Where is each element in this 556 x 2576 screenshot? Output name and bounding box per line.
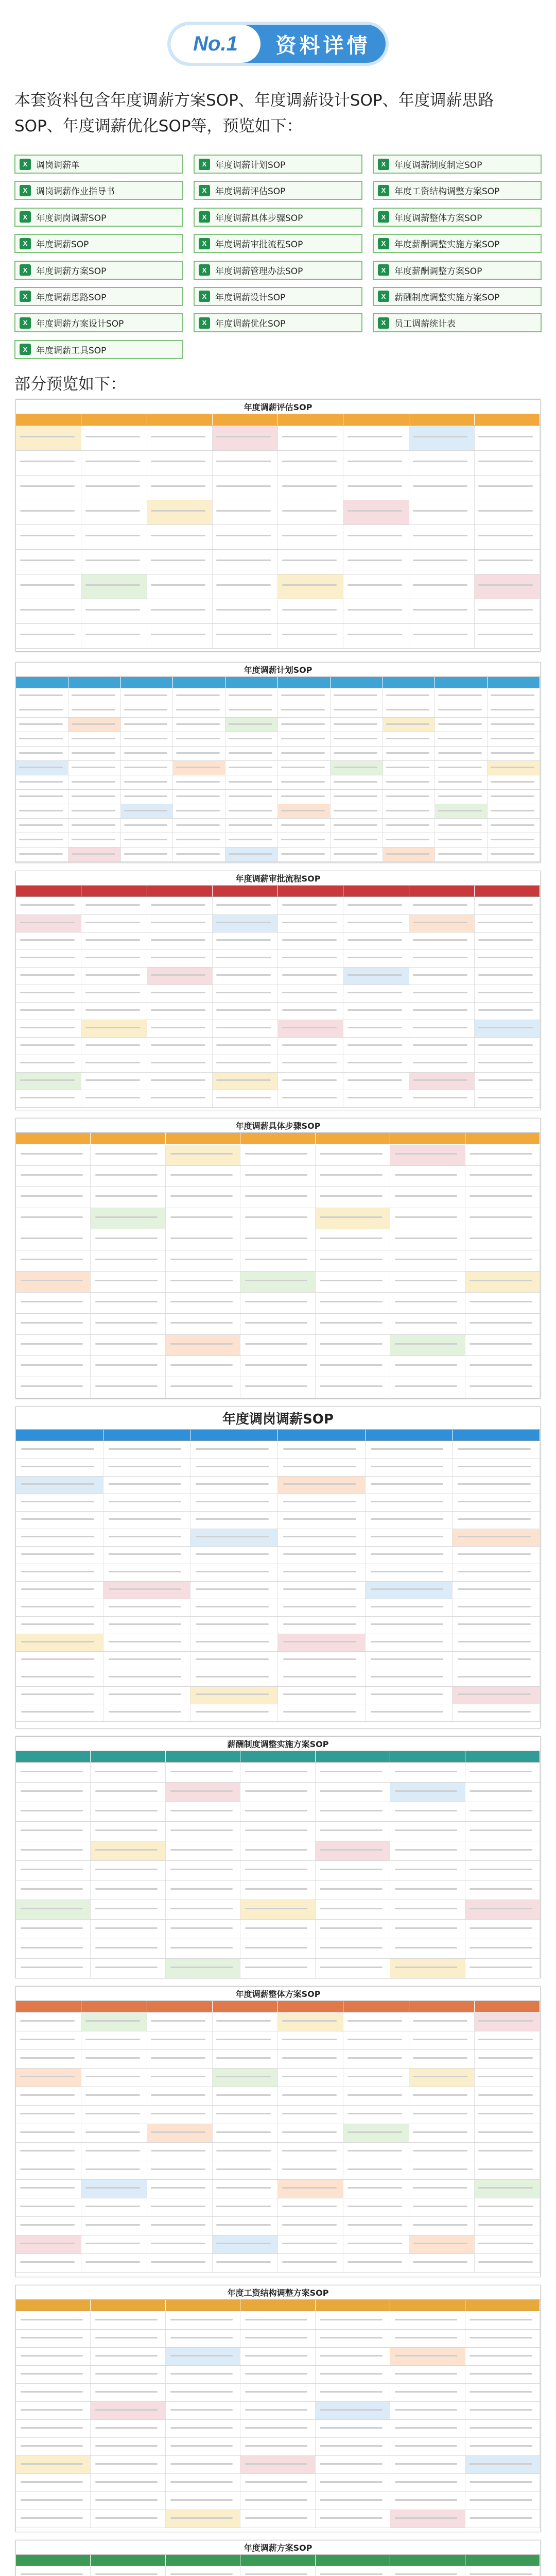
preview-sheet xyxy=(15,2540,541,2576)
sheet-body xyxy=(16,897,540,1110)
sheet-body xyxy=(16,1763,540,1978)
sheet-row xyxy=(16,451,540,476)
file-item xyxy=(373,313,542,332)
excel-file-icon: X xyxy=(378,211,389,223)
sheet-row xyxy=(16,2567,540,2576)
excel-file-icon: X xyxy=(20,264,31,276)
sheet-row xyxy=(16,2420,540,2438)
sheet-row xyxy=(16,732,540,747)
file-item-label: 年度调薪方案设计SOP xyxy=(36,319,124,330)
preview-sheet xyxy=(15,1986,541,2277)
sheet-body xyxy=(16,2312,540,2532)
file-item-label: 年度调岗调薪SOP xyxy=(36,213,107,224)
sheet-row xyxy=(16,1477,540,1494)
sheet-row xyxy=(16,1564,540,1582)
file-item xyxy=(373,155,542,174)
sheet-row xyxy=(16,1055,540,1073)
excel-file-icon: X xyxy=(199,291,210,302)
sheet-row xyxy=(16,2180,540,2198)
preview-sheet xyxy=(15,399,541,652)
file-item xyxy=(14,261,183,280)
sheet-header-row xyxy=(16,2001,540,2012)
file-item-label: 年度工资结构调整方案SOP xyxy=(394,187,500,197)
sheet-header-row xyxy=(16,2555,540,2566)
file-item xyxy=(373,234,542,253)
sheet-row xyxy=(16,2510,540,2528)
sheet-row xyxy=(16,1763,540,1783)
sheet-row xyxy=(16,1293,540,1314)
intro-text: 本套资料包含年度调薪方案SOP、年度调薪设计SOP、年度调薪思路SOP、年度调薪优化SOP等，预览如下： xyxy=(14,91,494,135)
file-item-label: 薪酬制度调整实施方案SOP xyxy=(394,292,500,303)
excel-file-icon: X xyxy=(20,185,31,196)
file-item-label: 年度调薪审批流程SOP xyxy=(215,240,303,250)
sheet-body xyxy=(16,689,540,862)
sheet-row xyxy=(16,1652,540,1669)
file-item-label: 员工调薪统计表 xyxy=(394,319,456,330)
preview-sheet xyxy=(15,662,541,863)
excel-file-icon: X xyxy=(20,291,31,302)
sheet-row xyxy=(16,1582,540,1599)
sheet-title: 年度调薪具体步骤SOP xyxy=(16,1118,540,1133)
sheet-row xyxy=(16,2198,540,2217)
sheet-row xyxy=(16,2330,540,2348)
sheet-row xyxy=(16,950,540,968)
sheet-row xyxy=(16,2217,540,2235)
excel-file-icon: X xyxy=(378,185,389,196)
file-item-label: 年度薪酬调整方案SOP xyxy=(394,266,482,277)
sheet-row xyxy=(16,2312,540,2330)
excel-file-icon: X xyxy=(20,344,31,355)
file-item xyxy=(194,234,362,253)
excel-file-icon: X xyxy=(20,211,31,223)
file-item-label: 年度调薪SOP xyxy=(36,240,89,250)
preview-label: 部分预览如下： xyxy=(14,375,126,394)
sheet-row xyxy=(16,2161,540,2180)
sheet-row xyxy=(16,2384,540,2402)
preview-sheet xyxy=(15,2285,541,2532)
sheet-row xyxy=(16,2031,540,2050)
sheet-row xyxy=(16,1959,540,1978)
sheet-row xyxy=(16,1599,540,1617)
sheet-row xyxy=(16,1314,540,1335)
excel-file-icon: X xyxy=(378,264,389,276)
sheet-row xyxy=(16,2366,540,2384)
sheet-row xyxy=(16,476,540,500)
sheet-header-row xyxy=(16,1133,540,1144)
sheet-row xyxy=(16,2106,540,2124)
sheet-row xyxy=(16,1617,540,1634)
sheet-row xyxy=(16,2254,540,2273)
sheet-row xyxy=(16,848,540,862)
sheet-row xyxy=(16,2069,540,2087)
sheet-row xyxy=(16,1669,540,1687)
sheet-row xyxy=(16,915,540,933)
file-item xyxy=(14,208,183,227)
file-item-label: 年度调薪制度制定SOP xyxy=(394,160,482,171)
sheet-row xyxy=(16,624,540,649)
file-item-label: 年度调薪思路SOP xyxy=(36,292,107,303)
sheet-row xyxy=(16,1335,540,1356)
preview-sheet xyxy=(15,871,541,1110)
sheet-row xyxy=(16,897,540,915)
file-item-label: 年度调薪工具SOP xyxy=(36,345,107,356)
file-item-label: 年度调薪评估SOP xyxy=(215,187,286,197)
excel-file-icon: X xyxy=(199,185,210,196)
sheet-row xyxy=(16,1547,540,1564)
file-item-label: 年度调薪具体步骤SOP xyxy=(215,213,303,224)
sheet-row xyxy=(16,2050,540,2069)
excel-file-icon: X xyxy=(378,159,389,170)
file-item xyxy=(194,313,362,332)
sheet-body xyxy=(16,2013,540,2277)
sheet-row xyxy=(16,747,540,761)
sheet-row xyxy=(16,1356,540,1377)
sheet-body xyxy=(16,1442,540,1728)
excel-file-icon: X xyxy=(20,238,31,249)
sheet-row xyxy=(16,968,540,985)
sheet-row xyxy=(16,1073,540,1090)
sheet-body xyxy=(16,1145,540,1398)
sheet-header-row xyxy=(16,414,540,426)
excel-file-icon: X xyxy=(378,317,389,329)
sheet-row xyxy=(16,2348,540,2366)
section-badge xyxy=(167,22,389,66)
sheet-header-row xyxy=(16,1430,540,1441)
file-item-label: 调岗调薪作业指导书 xyxy=(36,187,115,197)
badge-number: No.1 xyxy=(170,25,260,63)
sheet-row xyxy=(16,1166,540,1187)
file-item xyxy=(194,208,362,227)
sheet-row xyxy=(16,1229,540,1250)
file-item-label: 年度薪酬调整实施方案SOP xyxy=(394,240,500,250)
sheet-row xyxy=(16,1687,540,1704)
sheet-row xyxy=(16,2438,540,2456)
sheet-row xyxy=(16,775,540,790)
sheet-header-row xyxy=(16,677,540,688)
file-item xyxy=(14,340,183,359)
excel-file-icon: X xyxy=(199,238,210,249)
sheet-row xyxy=(16,1920,540,1939)
sheet-title: 年度调薪评估SOP xyxy=(16,400,540,414)
sheet-row xyxy=(16,1861,540,1880)
sheet-row xyxy=(16,1841,540,1861)
sheet-row xyxy=(16,1145,540,1166)
sheet-row xyxy=(16,1250,540,1272)
sheet-row xyxy=(16,500,540,525)
file-item xyxy=(14,234,183,253)
preview-sheet xyxy=(15,1118,541,1399)
file-item xyxy=(14,155,183,174)
file-item xyxy=(14,287,183,306)
sheet-title: 年度调薪整体方案SOP xyxy=(16,1987,540,2001)
sheet-row xyxy=(16,1783,540,1802)
file-item-label: 年度调薪方案SOP xyxy=(36,266,107,277)
badge-title: 资料详情 xyxy=(275,33,371,58)
sheet-row xyxy=(16,1900,540,1920)
file-item xyxy=(14,313,183,332)
sheet-row xyxy=(16,2235,540,2254)
sheet-row xyxy=(16,1704,540,1722)
sheet-row xyxy=(16,1038,540,1055)
sheet-row xyxy=(16,2456,540,2474)
preview-sheet xyxy=(15,1736,541,1978)
sheet-row xyxy=(16,1494,540,1512)
file-item xyxy=(194,181,362,200)
sheet-row xyxy=(16,2087,540,2106)
sheet-header-row xyxy=(16,2300,540,2311)
sheet-row xyxy=(16,1529,540,1547)
sheet-row xyxy=(16,1020,540,1038)
sheet-row xyxy=(16,2492,540,2510)
file-item xyxy=(373,181,542,200)
excel-file-icon: X xyxy=(378,238,389,249)
sheet-row xyxy=(16,985,540,1003)
sheet-row xyxy=(16,833,540,848)
sheet-row xyxy=(16,1187,540,1208)
sheet-title: 年度调岗调薪SOP xyxy=(16,1407,540,1430)
excel-file-icon: X xyxy=(20,159,31,170)
sheet-row xyxy=(16,1003,540,1020)
sheet-row xyxy=(16,703,540,718)
file-item-label: 年度调薪计划SOP xyxy=(215,160,286,171)
file-item-label: 年度调薪管理办法SOP xyxy=(215,266,303,277)
sheet-row xyxy=(16,2013,540,2031)
sheet-header-row xyxy=(16,886,540,897)
excel-file-icon: X xyxy=(20,317,31,329)
sheet-row xyxy=(16,2474,540,2492)
sheet-row xyxy=(16,1880,540,1900)
sheet-row xyxy=(16,1442,540,1459)
excel-file-icon: X xyxy=(199,211,210,223)
sheet-title: 年度调薪方案SOP xyxy=(16,2540,540,2555)
sheet-row xyxy=(16,689,540,703)
sheet-row xyxy=(16,761,540,775)
sheet-header-row xyxy=(16,1751,540,1762)
file-item-label: 年度调薪整体方案SOP xyxy=(394,213,482,224)
sheet-row xyxy=(16,790,540,804)
sheet-row xyxy=(16,1512,540,1529)
sheet-row xyxy=(16,2402,540,2420)
sheet-row xyxy=(16,426,540,451)
file-item xyxy=(194,261,362,280)
sheet-title: 年度调薪计划SOP xyxy=(16,663,540,677)
file-item-label: 年度调薪设计SOP xyxy=(215,292,286,303)
sheet-row xyxy=(16,1459,540,1477)
sheet-row xyxy=(16,933,540,950)
sheet-row xyxy=(16,1939,540,1959)
sheet-row xyxy=(16,1377,540,1398)
sheet-row xyxy=(16,819,540,833)
sheet-row xyxy=(16,1802,540,1822)
sheet-row xyxy=(16,599,540,624)
file-item xyxy=(373,208,542,227)
sheet-row xyxy=(16,804,540,819)
sheet-row xyxy=(16,1822,540,1841)
file-item-label: 调岗调薪单 xyxy=(36,160,80,171)
sheet-row xyxy=(16,1272,540,1293)
sheet-row xyxy=(16,550,540,574)
sheet-body xyxy=(16,2567,540,2576)
sheet-row xyxy=(16,2143,540,2161)
sheet-title: 年度调薪审批流程SOP xyxy=(16,871,540,886)
preview-sheet xyxy=(15,1406,541,1728)
excel-file-icon: X xyxy=(199,264,210,276)
excel-file-icon: X xyxy=(199,159,210,170)
excel-file-icon: X xyxy=(199,317,210,329)
sheet-title: 年度工资结构调整方案SOP xyxy=(16,2285,540,2300)
sheet-row xyxy=(16,574,540,599)
file-item xyxy=(14,181,183,200)
sheet-row xyxy=(16,718,540,732)
sheet-row xyxy=(16,2124,540,2143)
file-item-label: 年度调薪优化SOP xyxy=(215,319,286,330)
sheet-row xyxy=(16,1208,540,1229)
file-item xyxy=(373,261,542,280)
sheet-row xyxy=(16,525,540,550)
item-grid xyxy=(14,155,542,361)
file-item xyxy=(373,287,542,306)
sheet-row xyxy=(16,1634,540,1652)
file-item xyxy=(194,155,362,174)
file-item xyxy=(194,287,362,306)
sheet-title: 薪酬制度调整实施方案SOP xyxy=(16,1737,540,1751)
sheet-row xyxy=(16,1090,540,1108)
sheet-body xyxy=(16,426,540,651)
header xyxy=(0,0,556,88)
excel-file-icon: X xyxy=(378,291,389,302)
